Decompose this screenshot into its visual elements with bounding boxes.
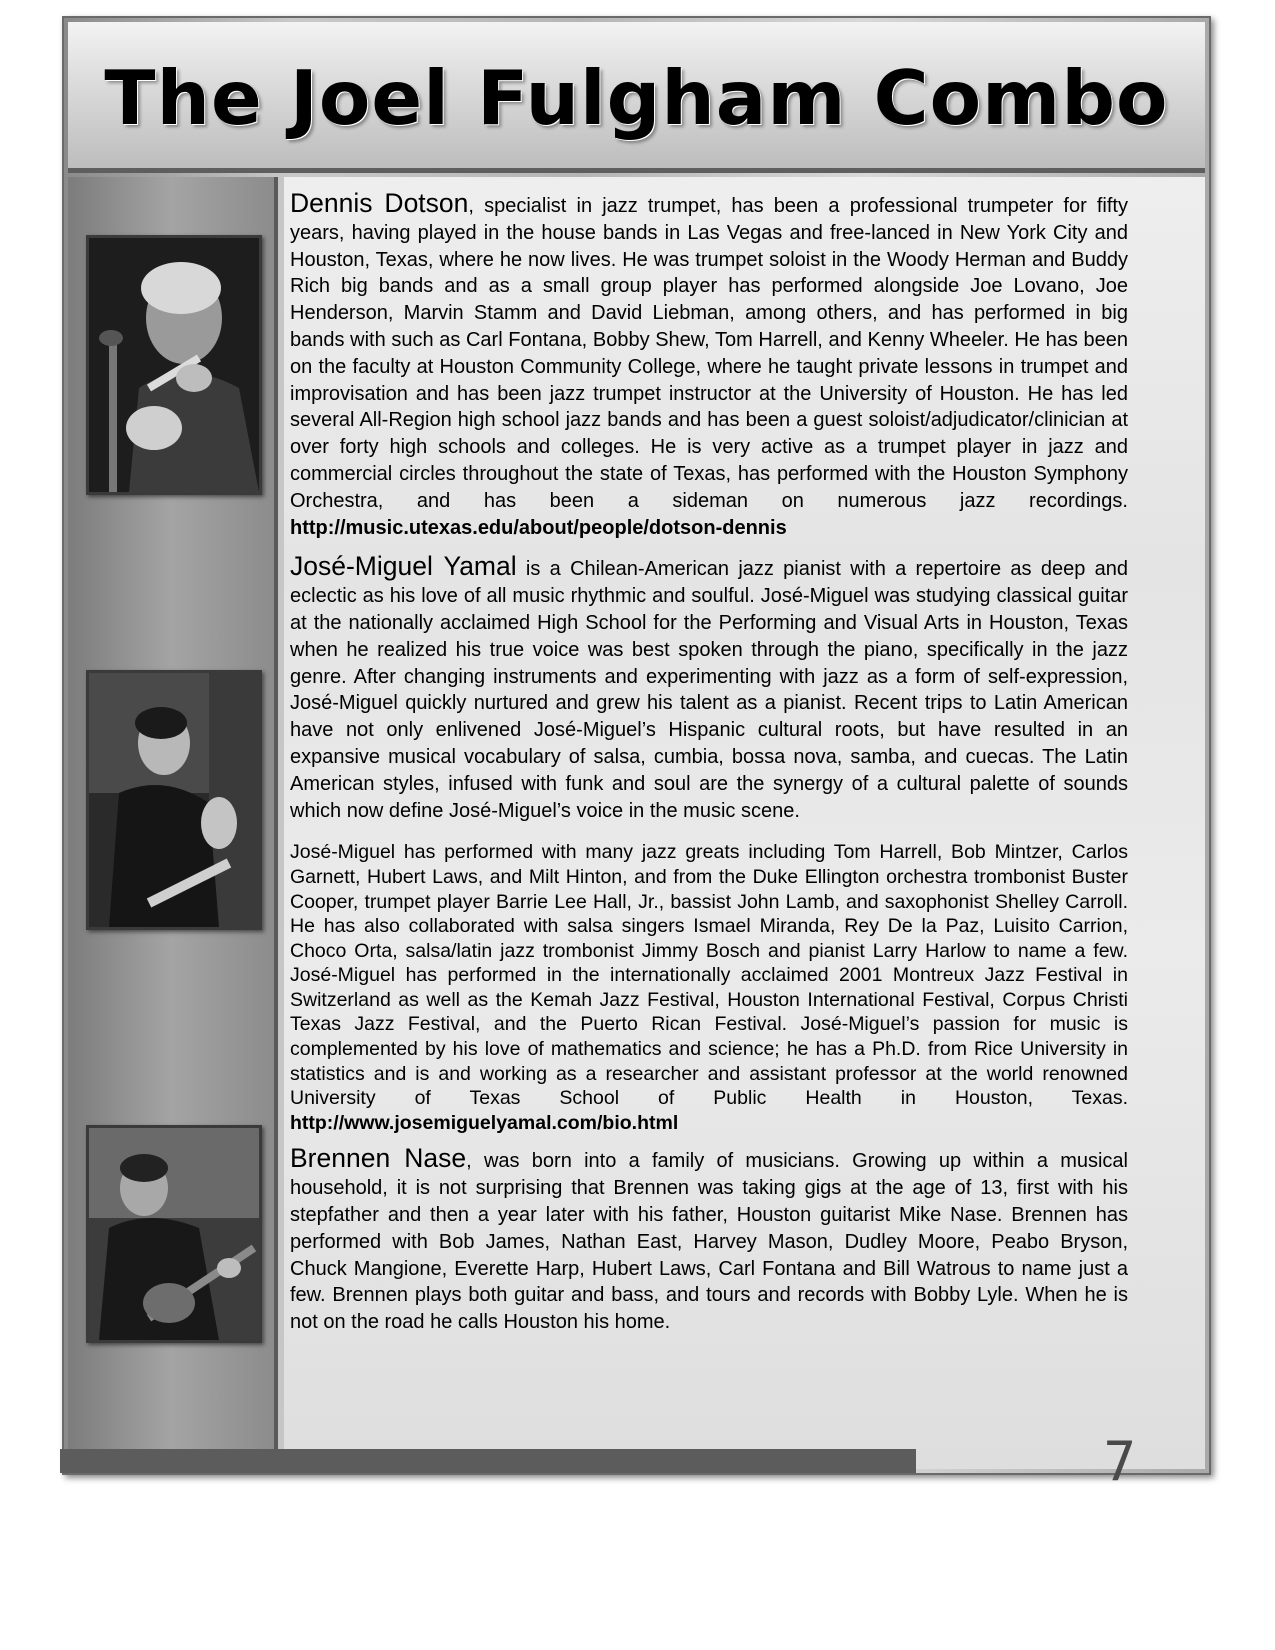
page-number: 7 [1103,1430,1136,1493]
bio-text: , was born into a family of musicians. Growing up within a musical household, it is not surprising that Brennen was taking gigs at the age of 13, first with his stepfather and then a year later with his father, Houston guitarist Mike Nase. Brennen has performed with Bob James, Nathan East, Harvey Mason, Dudley Moore, Peabo Bryson, Chuck Mangione, Everette Harp, Hubert Laws, Carl Fontana and Bill Watrous to name just a few. Brennen plays both guitar and bass, and tours and records with Bobby Lyle. When he is not on the road he calls Houston his home. [290,1150,1128,1334]
bio-name: José-Miguel Yamal [290,551,517,582]
bio-dennis-dotson [290,190,1128,541]
footer-bar [60,1449,916,1473]
bio-column [290,190,1128,1336]
page-title: The Joel Fulgham Combo [104,54,1169,142]
bio-name: Dennis Dotson [290,188,469,218]
photo-trumpeter [86,235,262,495]
bio-brennen-nase [290,1145,1128,1336]
bio-jose-miguel-yamal-continued [290,840,1128,1135]
photo-pianist [86,670,262,930]
bio-text: José-Miguel has performed with many jazz greats including Tom Harrell, Bob Mintzer, Carlos Garnett, Hubert Laws, and Milt Hinton, and from the Duke Ellington orchestra trombonist Buster Cooper, trumpet player Barrie Lee Hall, Jr., bassist John Lamb, and saxophonist Shelley Carroll. He has also collaborated with salsa singers Ismael Miranda, Rey De la Paz, Luisito Carrion, Choco Orta, salsa/latin jazz trombonist Jimmy Bosch and pianist Larry Harlow to name a few. José-Miguel has performed in the internationally acclaimed 2001 Montreux Jazz Festival in Switzerland as well as the Kemah Jazz Festival, Houston International Festival, Corpus Christi Texas Jazz Festival, and the Puerto Rican Festival. José-Miguel’s passion for music is complemented by his love of mathematics and science; he has a Ph.D. from Rice University in statistics and is and working as a researcher and assistant professor at the world renowned University of Texas School of Public Health in Houston, Texas. [290,841,1128,1110]
bio-url[interactable]: http://music.utexas.edu/about/people/dotson-dennis [290,516,787,539]
bio-text: , specialist in jazz trumpet, has been a professional trumpeter for fifty years, having played in the house bands in Las Vegas and free-lanced in New York City and Houston, Texas, where he now lives. He was trumpet soloist in the Woody Herman and Buddy Rich big bands and as a small group player has performed alongside Joe Lovano, Joe Henderson, Marvin Stamm and David Liebman, among others, and has performed in big bands with such as Carl Fontana, Bobby Shew, Tom Harrell, and Kenny Wheeler. He has been on the faculty at Houston Community College, where he taught private lessons in trumpet and improvisation and has been jazz trumpet instructor at the University of Houston. He has led several All-Region high school jazz bands and has been a guest soloist/adjudicator/clinician at over forty high schools and colleges. He is very active as a trumpet player in jazz and commercial circles throughout the state of Texas, has performed with the Houston Symphony Orchestra, and has been a sideman on numerous jazz recordings. [290,195,1128,512]
bio-jose-miguel-yamal [290,553,1128,824]
bio-url[interactable]: http://www.josemiguelyamal.com/bio.html [290,1111,679,1134]
bio-name: Brennen Nase [290,1143,467,1174]
page-frame [62,16,1211,1475]
title-band [68,22,1205,173]
bio-content [284,177,1205,1469]
photo-guitarist [86,1125,262,1343]
bio-text: is a Chilean-American jazz pianist with a repertoire as deep and eclectic as his love of all music rhythmic and soulful. José-Miguel was studying classical guitar at the nationally acclaimed High School for the Performing and Visual Arts in Houston, Texas when he realized his true voice was best spoken through the piano, specifically in the jazz genre. After changing instruments and experimenting with jazz as a form of self-expression, José-Miguel quickly nurtured and grew his talent as a pianist. Recent trips to Latin American have not only enlivened José-Miguel’s Hispanic cultural roots, but have resulted in an expansive musical vocabulary of salsa, cumbia, bossa nova, samba, and cuecas. The Latin American styles, infused with funk and soul are the synergy of a cultural palette of sounds which now define José-Miguel’s voice in the music scene. [290,558,1128,822]
photo-sidebar [68,177,278,1469]
